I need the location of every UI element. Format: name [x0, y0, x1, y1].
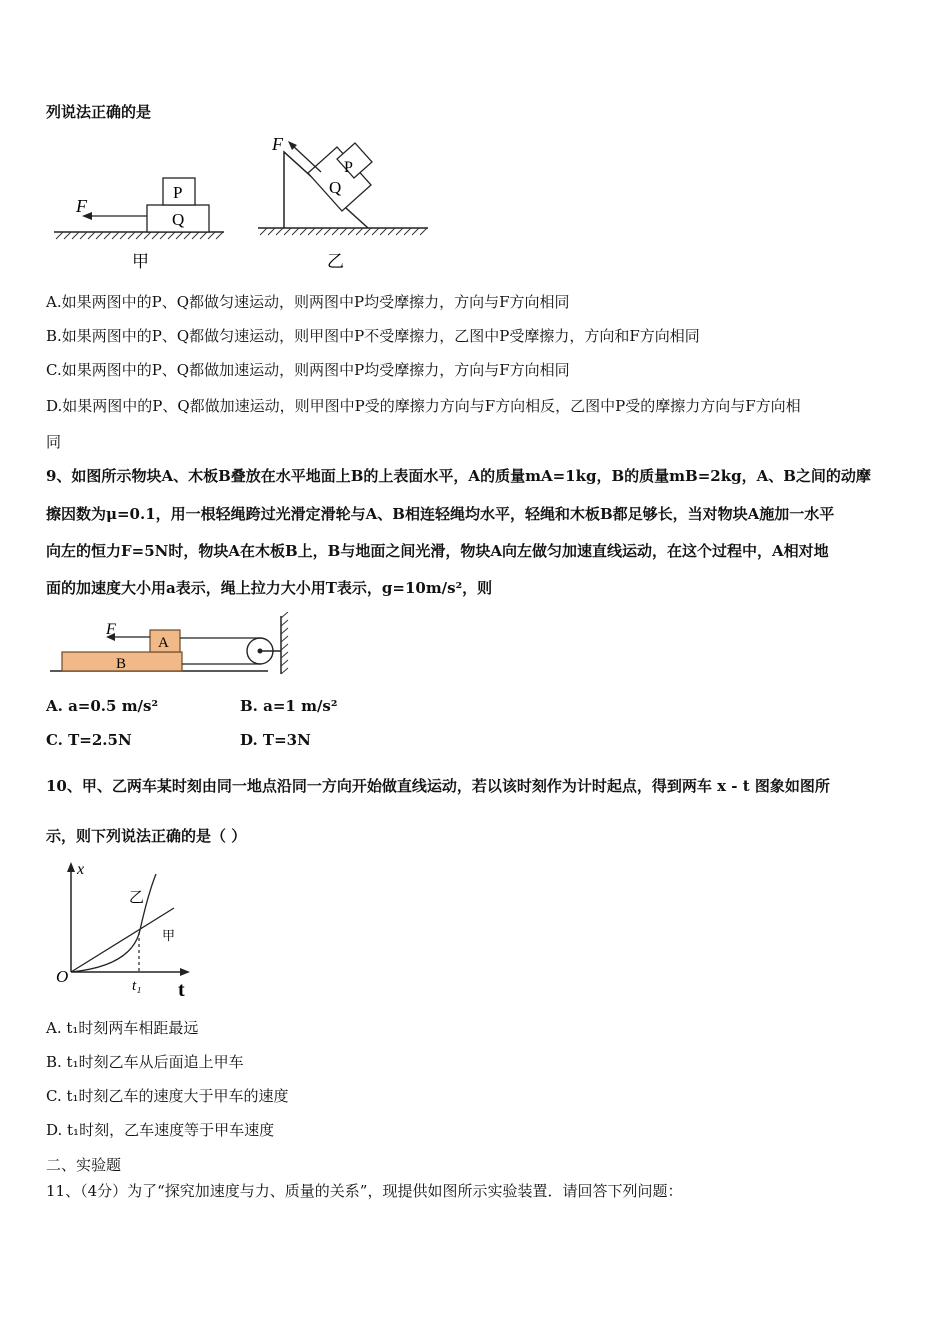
- q9-line-1: 9、如图所示物块A、木板B叠放在水平地面上B的上表面水平，A的质量mA=1kg，B的质量mB=2kg，A、B之间的动摩: [46, 467, 871, 485]
- q10-line-1: 10、甲、乙两车某时刻由同一地点沿同一方向开始做直线运动，若以该时刻作为计时起点，得到两车 x - t 图象如图所: [46, 777, 830, 795]
- figure-yi: [258, 134, 428, 271]
- label-q-yi: Q: [329, 178, 342, 197]
- q10-option-a: A. t₁时刻两车相距最远: [46, 1019, 199, 1037]
- caption-yi: 乙: [327, 252, 344, 271]
- origin-label: O: [56, 967, 69, 986]
- x-axis-label: t: [178, 979, 185, 1001]
- curve-yi: [71, 874, 156, 972]
- force-arrow-yi: [292, 145, 321, 172]
- section-heading: 二、实验题: [46, 1156, 122, 1174]
- q9-option-b: B. a=1 m/s²: [240, 697, 338, 715]
- caption-jia: 甲: [132, 252, 149, 271]
- q10-line-2: 示，则下列说法正确的是（ ）: [46, 827, 247, 845]
- label-f-yi: F: [272, 134, 283, 154]
- q10-option-b: B. t₁时刻乙车从后面追上甲车: [46, 1053, 244, 1071]
- label-f-jia: F: [76, 196, 87, 216]
- q11-text: 11、（4分）为了“探究加速度与力、质量的关系”，现提供如图所示实验装置．请回答下列问题：: [46, 1182, 683, 1200]
- q9-figure: [46, 612, 306, 692]
- q8-option-a: A.如果两图中的P、Q都做匀速运动，则两图中P均受摩擦力，方向与F方向相同: [46, 293, 570, 311]
- q9-option-c: C. T=2.5N: [46, 731, 132, 749]
- y-axis-label: x: [77, 861, 85, 878]
- q9-line-2: 擦因数为μ=0.1，用一根轻绳跨过光滑定滑轮与A、B相连轻绳均水平，轻绳和木板B都足够长，当对物块A施加一水平: [46, 505, 835, 523]
- label-p-yi: P: [344, 159, 353, 176]
- q9-option-a: A. a=0.5 m/s²: [46, 697, 159, 715]
- label-p-jia: P: [173, 183, 183, 202]
- q10-option-d: D. t₁时刻，乙车速度等于甲车速度: [46, 1121, 275, 1139]
- q8-intro: 列说法正确的是: [46, 103, 152, 121]
- line-jia-label: 甲: [162, 928, 176, 943]
- q9-option-d: D. T=3N: [240, 731, 311, 749]
- curve-yi-label: 乙: [129, 890, 145, 906]
- q8-option-c: C.如果两图中的P、Q都做加速运动，则两图中P均受摩擦力，方向与F方向相同: [46, 361, 570, 379]
- line-jia: [71, 908, 174, 972]
- t1-label: t₁: [132, 978, 142, 994]
- label-b: B: [116, 656, 127, 672]
- q8-figure: [46, 130, 446, 275]
- q8-option-b: B.如果两图中的P、Q都做匀速运动，则甲图中P不受摩擦力，乙图中P受摩擦力，方向和F方向相同: [46, 327, 700, 345]
- q10-option-c: C. t₁时刻乙车的速度大于甲车的速度: [46, 1087, 289, 1105]
- q9-line-4: 面的加速度大小用a表示，绳上拉力大小用T表示，g=10m/s²，则: [46, 579, 493, 597]
- figure-jia: [54, 178, 224, 271]
- q8-option-d-cont: 同: [46, 433, 62, 451]
- q10-xt-graph: [50, 856, 200, 1001]
- label-f-q9: F: [106, 621, 116, 638]
- label-q-jia: Q: [172, 210, 185, 229]
- q9-line-3: 向左的恒力F=5N时，物块A在木板B上，B与地面之间光滑，物块A向左做匀加速直线运动，在这个过程中，A相对地: [46, 542, 829, 560]
- q8-option-d: D.如果两图中的P、Q都做加速运动，则甲图中P受的摩擦力方向与F方向相反，乙图中P受的摩擦力方向与F方向相: [46, 397, 801, 415]
- label-a: A: [158, 635, 169, 651]
